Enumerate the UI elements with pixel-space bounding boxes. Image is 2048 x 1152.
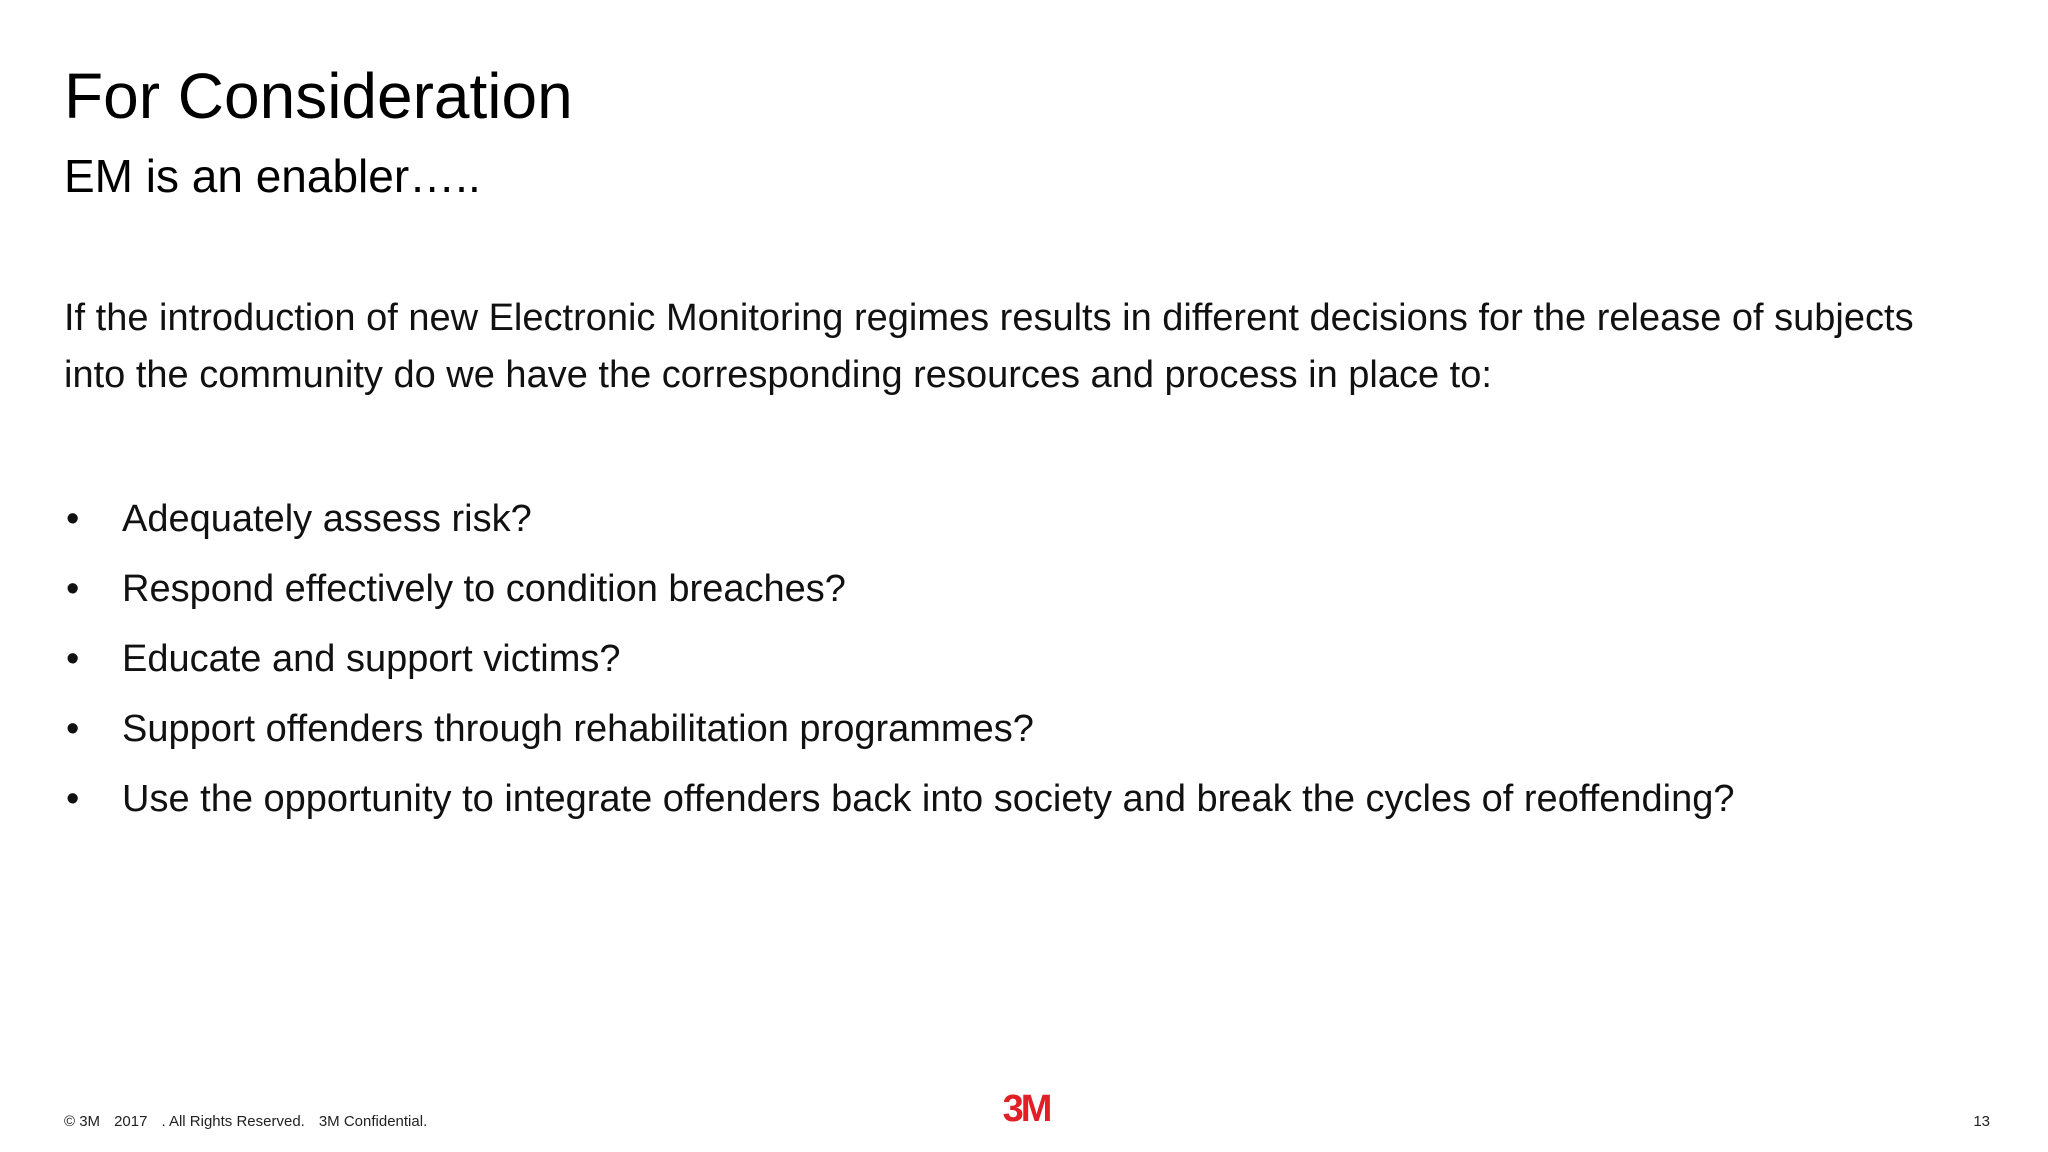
page-number: 13 bbox=[1973, 1113, 1990, 1130]
bullet-icon: • bbox=[66, 498, 80, 540]
confidential-text: 3M Confidential. bbox=[318, 1113, 428, 1130]
bullet-text: Adequately assess risk? bbox=[122, 498, 532, 540]
bullet-icon: • bbox=[66, 638, 80, 680]
list-item bbox=[64, 484, 1735, 554]
bullet-list bbox=[64, 484, 1735, 834]
bullet-text: Educate and support victims? bbox=[122, 638, 621, 680]
footer-copyright bbox=[64, 1112, 441, 1132]
copyright-year: 2017 bbox=[114, 1113, 148, 1130]
bullet-icon: • bbox=[66, 708, 80, 750]
3m-logo-icon bbox=[994, 1090, 1058, 1124]
rights-text: . All Rights Reserved. bbox=[161, 1113, 305, 1130]
bullet-text: Respond effectively to condition breaches? bbox=[122, 568, 846, 610]
slide-subtitle: EM is an enabler….. bbox=[64, 150, 481, 202]
bullet-text: Use the opportunity to integrate offenders back into society and break the cycles of reoffending? bbox=[122, 778, 1735, 820]
list-item bbox=[64, 554, 1735, 624]
slide-title: For Consideration bbox=[64, 60, 573, 132]
list-item bbox=[64, 764, 1735, 834]
list-item bbox=[64, 694, 1735, 764]
copyright-text: © 3M bbox=[64, 1113, 101, 1130]
bullet-icon: • bbox=[66, 778, 80, 820]
intro-paragraph: If the introduction of new Electronic Monitoring regimes results in different decisions for the release of subjects into the community do we have the corresponding resources and process in place to: bbox=[64, 297, 1914, 396]
logo-text: 3M bbox=[1002, 1090, 1050, 1124]
list-item bbox=[64, 624, 1735, 694]
bullet-icon: • bbox=[66, 568, 80, 610]
bullet-text: Support offenders through rehabilitation programmes? bbox=[122, 708, 1034, 750]
